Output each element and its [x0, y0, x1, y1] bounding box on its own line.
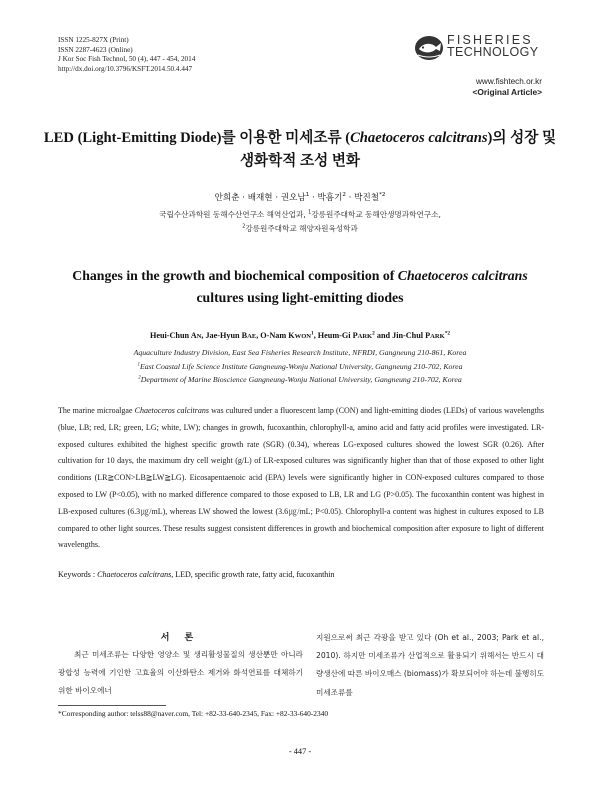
intro-paragraph: 최근 미세조류는 다양한 영양소 및 생리활성물질의 생산뿐만 아니라 광합성 능력에 기인한 고효율의 이산화탄소 제거와 화석연료를 대체하기 위한 바이오에너: [58, 650, 303, 696]
journal-logo: [414, 33, 549, 71]
keywords-list: , LED, specific growth rate, fatty acid, fucoxanthin: [171, 570, 335, 579]
authors-english: Heui-Chun AN, Jae-Hyun BAE, O-Nam KWON$^1$, Heum-Gi PARK$^2$ and Jin-Chul PARK$^{*2}$: [149, 330, 451, 340]
author-en-family-rest: AE: [247, 333, 257, 340]
article-type: <Original Article>: [472, 87, 542, 97]
keywords: [58, 569, 544, 581]
author-ko: 박진철: [354, 193, 380, 203]
meta-doi[interactable]: http://dx.doi.org/10.3796/KSFT.2014.50.4.447: [58, 64, 193, 73]
footnote-divider: [58, 705, 166, 706]
corresponding-author-footnote: *Corresponding author: telss88@naver.com, Tel: +82-33-640-2345, Fax: +82-33-640-2340: [58, 709, 329, 718]
title-ko-species: Chaetoceros calcitrans: [350, 130, 488, 146]
title-korean: [40, 127, 560, 173]
author-ko: 안희춘: [214, 193, 240, 203]
author-en-sup: *2: [444, 330, 451, 337]
author-en-family-rest: ARK: [430, 333, 445, 340]
title-en-line1: [40, 265, 560, 287]
affil-ko-line2: [40, 222, 560, 236]
affil-ko-sup: 2: [242, 223, 246, 230]
author-en-sup: 2: [372, 330, 375, 337]
intro-column-left: [58, 646, 303, 701]
author-ko: 박흠기: [317, 193, 343, 203]
fish-logo-icon: [414, 35, 444, 61]
title-ko-part2: )의 성장 및 생화학적 조성 변화: [239, 130, 557, 169]
author-en-sup: 1: [311, 330, 314, 337]
author-en-given: Heum-Gi: [317, 331, 351, 340]
author-en-family: P: [352, 331, 358, 340]
title-en-line2: cultures using light-emitting diodes: [196, 290, 404, 305]
journal-site: [472, 77, 542, 97]
affiliations-korean: [40, 208, 560, 236]
author-en-family: B: [241, 331, 248, 340]
website-link[interactable]: www.fishtech.or.kr: [476, 77, 542, 86]
author-ko-sup: *2: [379, 192, 386, 199]
author-en-given: Heui-Chun: [149, 331, 190, 340]
author-en-given: Jae-Hyun: [205, 331, 240, 340]
affil-en-sup: 1: [137, 361, 140, 367]
title-en-species: Chaetoceros calcitrans: [397, 268, 528, 283]
journal-meta: [58, 36, 195, 74]
affil-en-line3: [40, 373, 560, 387]
intro-paragraph-continued: 지원으로써 최근 각광을 받고 있다 (Oh et al., 2003; Park et al., 2010). 하지만 미세조류가 산업적으로 활용되기 위해서는 반드시 대량생산에 따른 바이오매스 (biomass)가 확보되어야 하는데 불행히도 미세조류를: [316, 633, 544, 697]
author-ko: 권오남: [280, 193, 306, 203]
keywords-species: Chaetoceros calcitrans: [97, 570, 172, 579]
affil-ko-text: 강릉원주대학교 해양자원육성학과: [245, 224, 358, 233]
author-en-conj: and: [376, 331, 391, 340]
author-ko-sup: 2: [342, 192, 346, 199]
affil-en-line2: [40, 360, 560, 374]
page-number: - 447 -: [288, 747, 312, 756]
affil-en-text: East Coastal Life Science Institute Gangneung-Wonju National University, Gangneung 210-702, Korea: [140, 361, 463, 371]
affil-ko-text: 강릉원주대학교 동해안생명과학연구소,: [311, 210, 441, 219]
abstract-species: Chaetoceros calcitrans: [134, 406, 209, 415]
author-en-given: Jin-Chul: [392, 331, 424, 340]
affil-ko-sup: 1: [308, 209, 312, 216]
abstract-text: was cultured under a fluorescent lamp (CON) and light-emitting diodes (LEDs) of various wavelengths (blue, LB; red, LR; green, LG; white, LW); changes in growth, fucoxanthin, chlorophyll-a, amino acid and fatty acid profiles were investigated. LR-exposed cultures exhibited the highest specific growth rate (SGR) (0.34), whereas LG-exposed cultures showed the lowest SGR (0.26). After cultivation for 10 days, the maximum dry cell weight (g/L) of LR-exposed cultures was significantly higher than that of those exposed to other light conditions (LR≧CON>LB≧LW≧LG). Eicosapentaenoic acid (EPA) levels were significantly higher in CON-exposed cultures compared to those exposed to LW (P<0.05), with no marked difference compared to those exposed to LB, LR and LG (P>0.05). The fucoxanthin content was highest in LB-exposed cultures (6.3㎍/mL), whereas LW showed the lowest (3.6㎍/mL; P<0.05). Chlorophyll-a content was highest in cultures exposed to LB compared to other light sources. These results suggest consistent differences in growth and biochemical composition after exposure to light of different wavelengths.: [58, 406, 544, 550]
author-en-family-rest: ARK: [357, 333, 373, 340]
affil-en-line1: Aquaculture Industry Division, East Sea Fisheries Research Institute, NFRDI, Gangneung 210-861, Korea: [133, 348, 467, 357]
meta-citation: J Kor Soc Fish Technol, 50 (4), 447 - 454, 2014: [58, 55, 196, 64]
authors-korean: 안희춘 · 배재현 · 권오남$^1$ · 박흠기$^2$ · 박진철$^{*2}$: [214, 192, 386, 203]
author-en-family-rest: N: [196, 333, 202, 340]
logo-line2: TECHNOLOGY: [447, 45, 539, 59]
author-en-family: A: [190, 331, 197, 340]
author-ko: 배재현: [247, 193, 273, 203]
affil-ko-line1: [40, 208, 560, 222]
affil-en-sup: 2: [138, 374, 141, 381]
intro-column-right: [316, 629, 544, 702]
keywords-label: Keywords :: [58, 570, 98, 579]
logo-wordmark: [447, 34, 539, 58]
meta-issn-print: ISSN 1225-827X (Print): [58, 36, 129, 44]
abstract: [58, 403, 544, 554]
author-en-family: K: [288, 331, 295, 340]
author-en-given: O-Nam: [260, 331, 287, 340]
section-heading-intro: 서 론: [160, 633, 200, 643]
title-en-part1: Changes in the growth and biochemical composition of: [72, 268, 398, 283]
author-en-family-rest: WON: [294, 333, 312, 340]
logo-line1: FISHERIES: [447, 33, 533, 47]
meta-issn-online: ISSN 2287-4623 (Online): [58, 45, 133, 54]
title-ko-part1: LED (Light-Emitting Diode)를 이용한 미세조류 (: [43, 130, 351, 146]
author-en-family: P: [425, 331, 431, 340]
author-ko-sup: 1: [305, 192, 310, 199]
affil-ko-text: 국립수산과학원 동해수산연구소 해역산업과,: [159, 210, 309, 219]
abstract-text: The marine microalgae: [58, 406, 135, 415]
title-english: [40, 265, 560, 309]
affiliations-english: [40, 346, 560, 387]
affil-en-text: Department of Marine Bioscience Gangneung-Wonju National University, Gangneung 210-702, Korea: [140, 375, 462, 385]
